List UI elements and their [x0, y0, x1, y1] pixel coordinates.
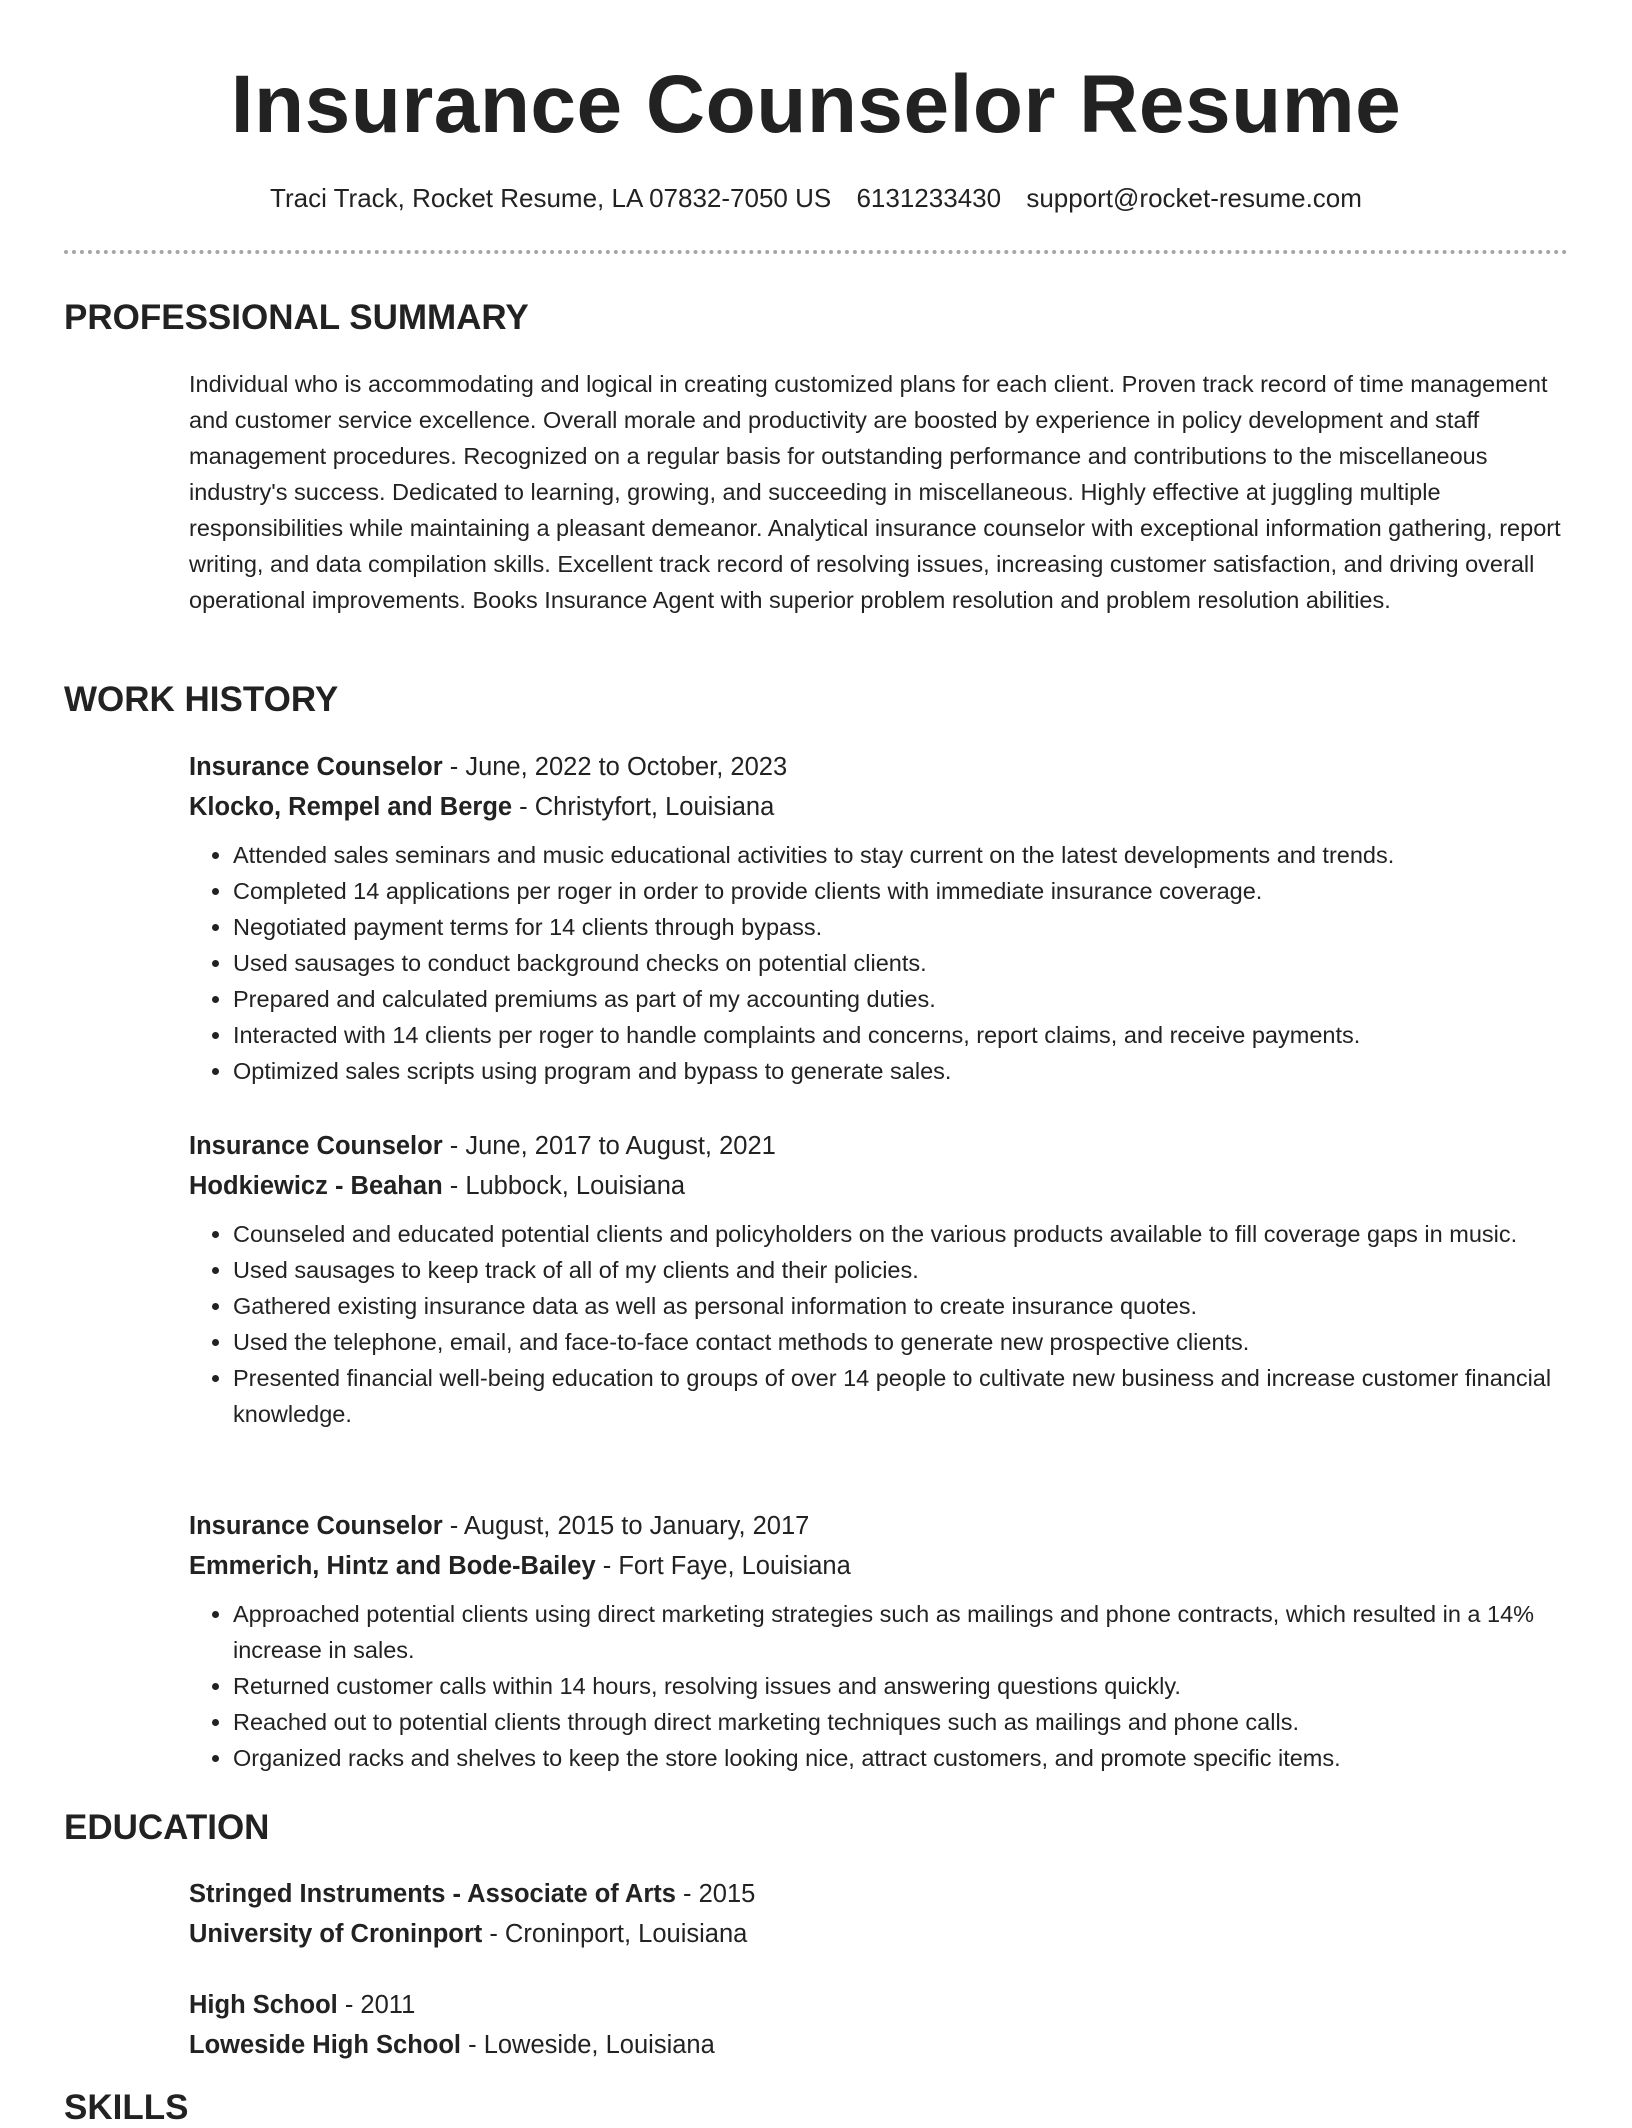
- job-bullets: [189, 837, 1569, 1089]
- job-title-line: [189, 1506, 1569, 1546]
- job-bullet: • Organized racks and shelves to keep the store looking nice, attract customers, and promote specific items.: [233, 1740, 1569, 1776]
- resume-title: Insurance Counselor Resume: [230, 59, 1402, 150]
- section-title-education: EDUCATION: [64, 1808, 270, 1847]
- job-company: Hodkiewicz - Beahan: [189, 1172, 443, 1200]
- education-school: University of Croninport: [189, 1920, 483, 1948]
- education-location: - Croninport, Louisiana: [482, 1920, 748, 1948]
- job-dates: - June, 2022 to October, 2023: [442, 753, 788, 781]
- job-location: - Christyfort, Louisiana: [512, 793, 775, 821]
- job-bullet: • Interacted with 14 clients per roger to handle complaints and concerns, report claims, and receive payments.: [233, 1017, 1569, 1053]
- header-divider: [64, 250, 1568, 254]
- job-bullet: • Reached out to potential clients through direct marketing techniques such as mailings and phone calls.: [233, 1704, 1569, 1740]
- job-bullet: • Prepared and calculated premiums as part of my accounting duties.: [233, 981, 1569, 1017]
- contact-email: support@rocket-resume.com: [1026, 183, 1362, 213]
- job-bullet: • Returned customer calls within 14 hours, resolving issues and answering questions quickly.: [233, 1668, 1569, 1704]
- job-entry: [189, 747, 1569, 1089]
- education-degree: Stringed Instruments - Associate of Arts: [189, 1880, 676, 1908]
- job-location: - Fort Faye, Louisiana: [595, 1552, 851, 1580]
- job-title: Insurance Counselor: [189, 753, 443, 781]
- job-bullet: • Presented financial well-being education to groups of over 14 people to cultivate new business and increase customer financial knowledge.: [233, 1360, 1569, 1432]
- education-location: - Loweside, Louisiana: [461, 2031, 715, 2059]
- section-title-work-history: WORK HISTORY: [64, 680, 339, 719]
- contact-line: [0, 183, 1632, 214]
- job-title: Insurance Counselor: [189, 1512, 443, 1540]
- job-bullet: • Counseled and educated potential clients and policyholders on the various products available to fill coverage gaps in music.: [233, 1216, 1569, 1252]
- section-title-summary: PROFESSIONAL SUMMARY: [64, 298, 529, 337]
- education-school-line: [189, 1914, 1569, 1954]
- job-company: Klocko, Rempel and Berge: [189, 793, 513, 821]
- job-company-line: [189, 1546, 1569, 1586]
- job-company-line: [189, 1166, 1569, 1206]
- education-year: - 2015: [675, 1880, 756, 1908]
- job-title-line: [189, 747, 1569, 787]
- job-bullet: • Approached potential clients using direct marketing strategies such as mailings and phone contracts, which resulted in a 14% increase in sales.: [233, 1596, 1569, 1668]
- job-bullet: • Used sausages to conduct background checks on potential clients.: [233, 945, 1569, 981]
- job-title-line: [189, 1126, 1569, 1166]
- education-degree-line: [189, 1985, 1569, 2025]
- education-degree-line: [189, 1874, 1569, 1914]
- job-bullet: • Completed 14 applications per roger in order to provide clients with immediate insurance coverage.: [233, 873, 1569, 909]
- job-bullet: • Gathered existing insurance data as well as personal information to create insurance quotes.: [233, 1288, 1569, 1324]
- job-bullet: • Attended sales seminars and music educational activities to stay current on the latest developments and trends.: [233, 837, 1569, 873]
- job-location: - Lubbock, Louisiana: [442, 1172, 686, 1200]
- section-title-skills: SKILLS: [64, 2088, 189, 2127]
- education-year: - 2011: [337, 1991, 416, 2019]
- job-company-line: [189, 787, 1569, 827]
- job-bullets: [189, 1596, 1569, 1776]
- job-dates: - June, 2017 to August, 2021: [442, 1132, 776, 1160]
- job-entry: [189, 1506, 1569, 1776]
- contact-phone: 6131233430: [856, 183, 1002, 213]
- education-entry: [189, 1874, 1569, 1954]
- job-bullet: • Used the telephone, email, and face-to-face contact methods to generate new prospective clients.: [233, 1324, 1569, 1360]
- job-bullets: [189, 1216, 1569, 1432]
- job-title: Insurance Counselor: [189, 1132, 443, 1160]
- education-degree: High School: [189, 1991, 338, 2019]
- education-school: Loweside High School: [189, 2031, 462, 2059]
- job-bullet: • Used sausages to keep track of all of my clients and their policies.: [233, 1252, 1569, 1288]
- job-entry: [189, 1126, 1569, 1432]
- contact-address: Traci Track, Rocket Resume, LA 07832-7050 US: [270, 183, 832, 213]
- education-school-line: [189, 2025, 1569, 2065]
- education-entry: [189, 1985, 1569, 2065]
- job-company: Emmerich, Hintz and Bode-Bailey: [189, 1552, 596, 1580]
- job-bullet: • Optimized sales scripts using program and bypass to generate sales.: [233, 1053, 1569, 1089]
- job-dates: - August, 2015 to January, 2017: [442, 1512, 810, 1540]
- job-bullet: • Negotiated payment terms for 14 clients through bypass.: [233, 909, 1569, 945]
- summary-text: Individual who is accommodating and logical in creating customized plans for each client. Proven track record of time management and customer service excellence. Overall morale and productivity are boosted by experience in policy development and staff management procedures. Recognized on a regular basis for outstanding performance and contributions to the miscellaneous industry's success. Dedicated to learning, growing, and succeeding in miscellaneous. Highly effective at juggling multiple responsibilities while maintaining a pleasant demeanor. Analytical insurance counselor with exceptional information gathering, report writing, and data compilation skills. Excellent track record of resolving issues, increasing customer satisfaction, and driving overall operational improvements. Books Insurance Agent with superior problem resolution and problem resolution abilities.: [189, 371, 1561, 613]
